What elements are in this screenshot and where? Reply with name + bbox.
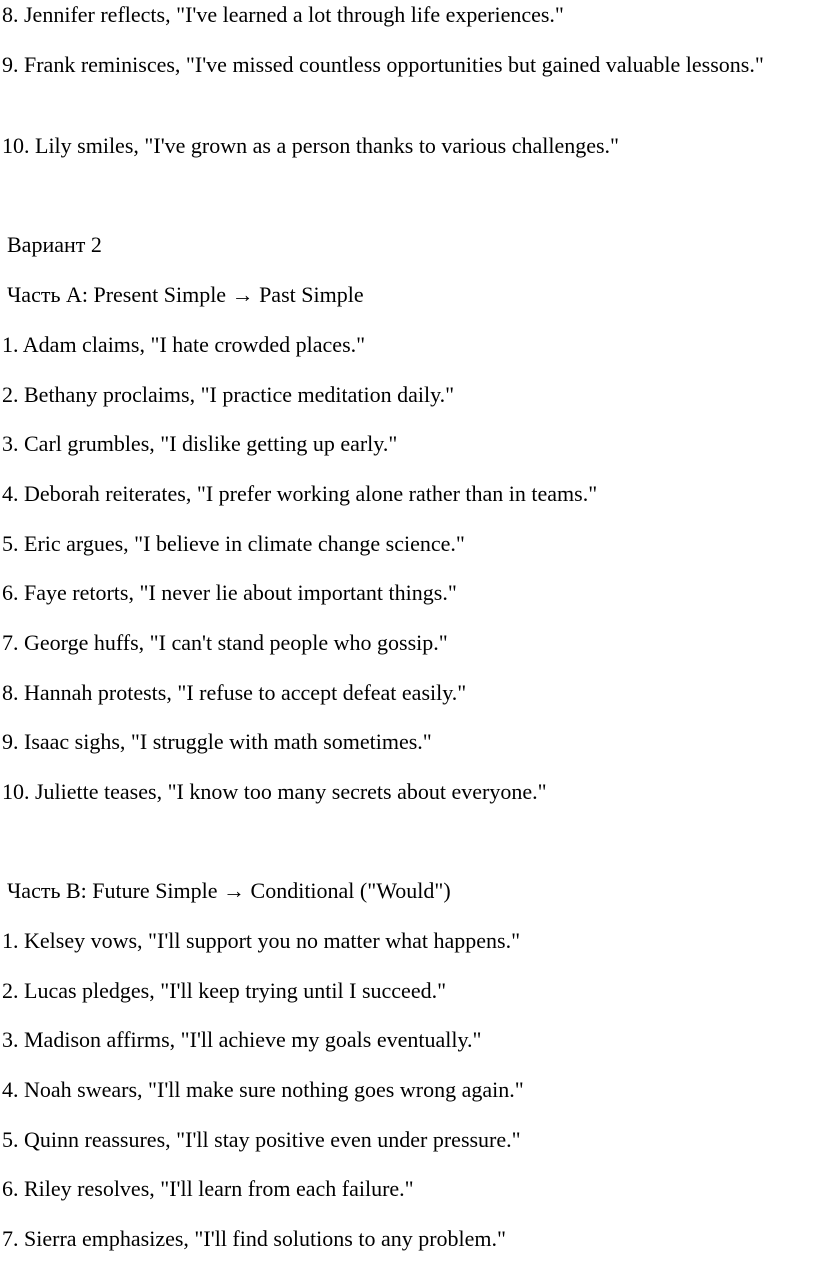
list-item: 4. Deborah reiterates, "I prefer working alone rather than in teams." — [2, 481, 598, 506]
list-item: 3. Carl grumbles, "I dislike getting up early." — [2, 431, 398, 456]
list-item: 10. Lily smiles, "I've grown as a person thanks to various challenges." — [2, 133, 620, 158]
list-item: 5. Quinn reassures, "I'll stay positive even under pressure." — [2, 1127, 521, 1152]
list-item: 9. Isaac sighs, "I struggle with math sometimes." — [2, 729, 432, 754]
list-item: 8. Hannah protests, "I refuse to accept defeat easily." — [2, 680, 467, 705]
list-item: 3. Madison affirms, "I'll achieve my goals eventually." — [2, 1027, 482, 1052]
part-b-title: Часть B: Future Simple → Conditional ("Would") — [7, 878, 451, 903]
list-item: 4. Noah swears, "I'll make sure nothing goes wrong again." — [2, 1077, 524, 1102]
list-item: 8. Jennifer reflects, "I've learned a lot through life experiences." — [2, 2, 564, 27]
list-item: 10. Juliette teases, "I know too many secrets about everyone." — [2, 779, 547, 804]
list-item: 7. George huffs, "I can't stand people who gossip." — [2, 630, 448, 655]
list-item: 2. Bethany proclaims, "I practice meditation daily." — [2, 382, 455, 407]
list-item: 1. Kelsey vows, "I'll support you no matter what happens." — [2, 928, 521, 953]
list-item: 1. Adam claims, "I hate crowded places." — [2, 332, 366, 357]
list-item: 7. Sierra emphasizes, "I'll find solutions to any problem." — [2, 1226, 507, 1251]
part-a-title: Часть A: Present Simple → Past Simple — [7, 282, 364, 307]
list-item: 9. Frank reminisces, "I've missed countless opportunities but gained valuable lessons." — [2, 52, 764, 77]
list-item: 6. Faye retorts, "I never lie about important things." — [2, 580, 457, 605]
list-item: 2. Lucas pledges, "I'll keep trying until I succeed." — [2, 978, 447, 1003]
list-item: 6. Riley resolves, "I'll learn from each failure." — [2, 1176, 414, 1201]
variant-title: Вариант 2 — [7, 232, 102, 257]
list-item: 5. Eric argues, "I believe in climate change science." — [2, 531, 465, 556]
